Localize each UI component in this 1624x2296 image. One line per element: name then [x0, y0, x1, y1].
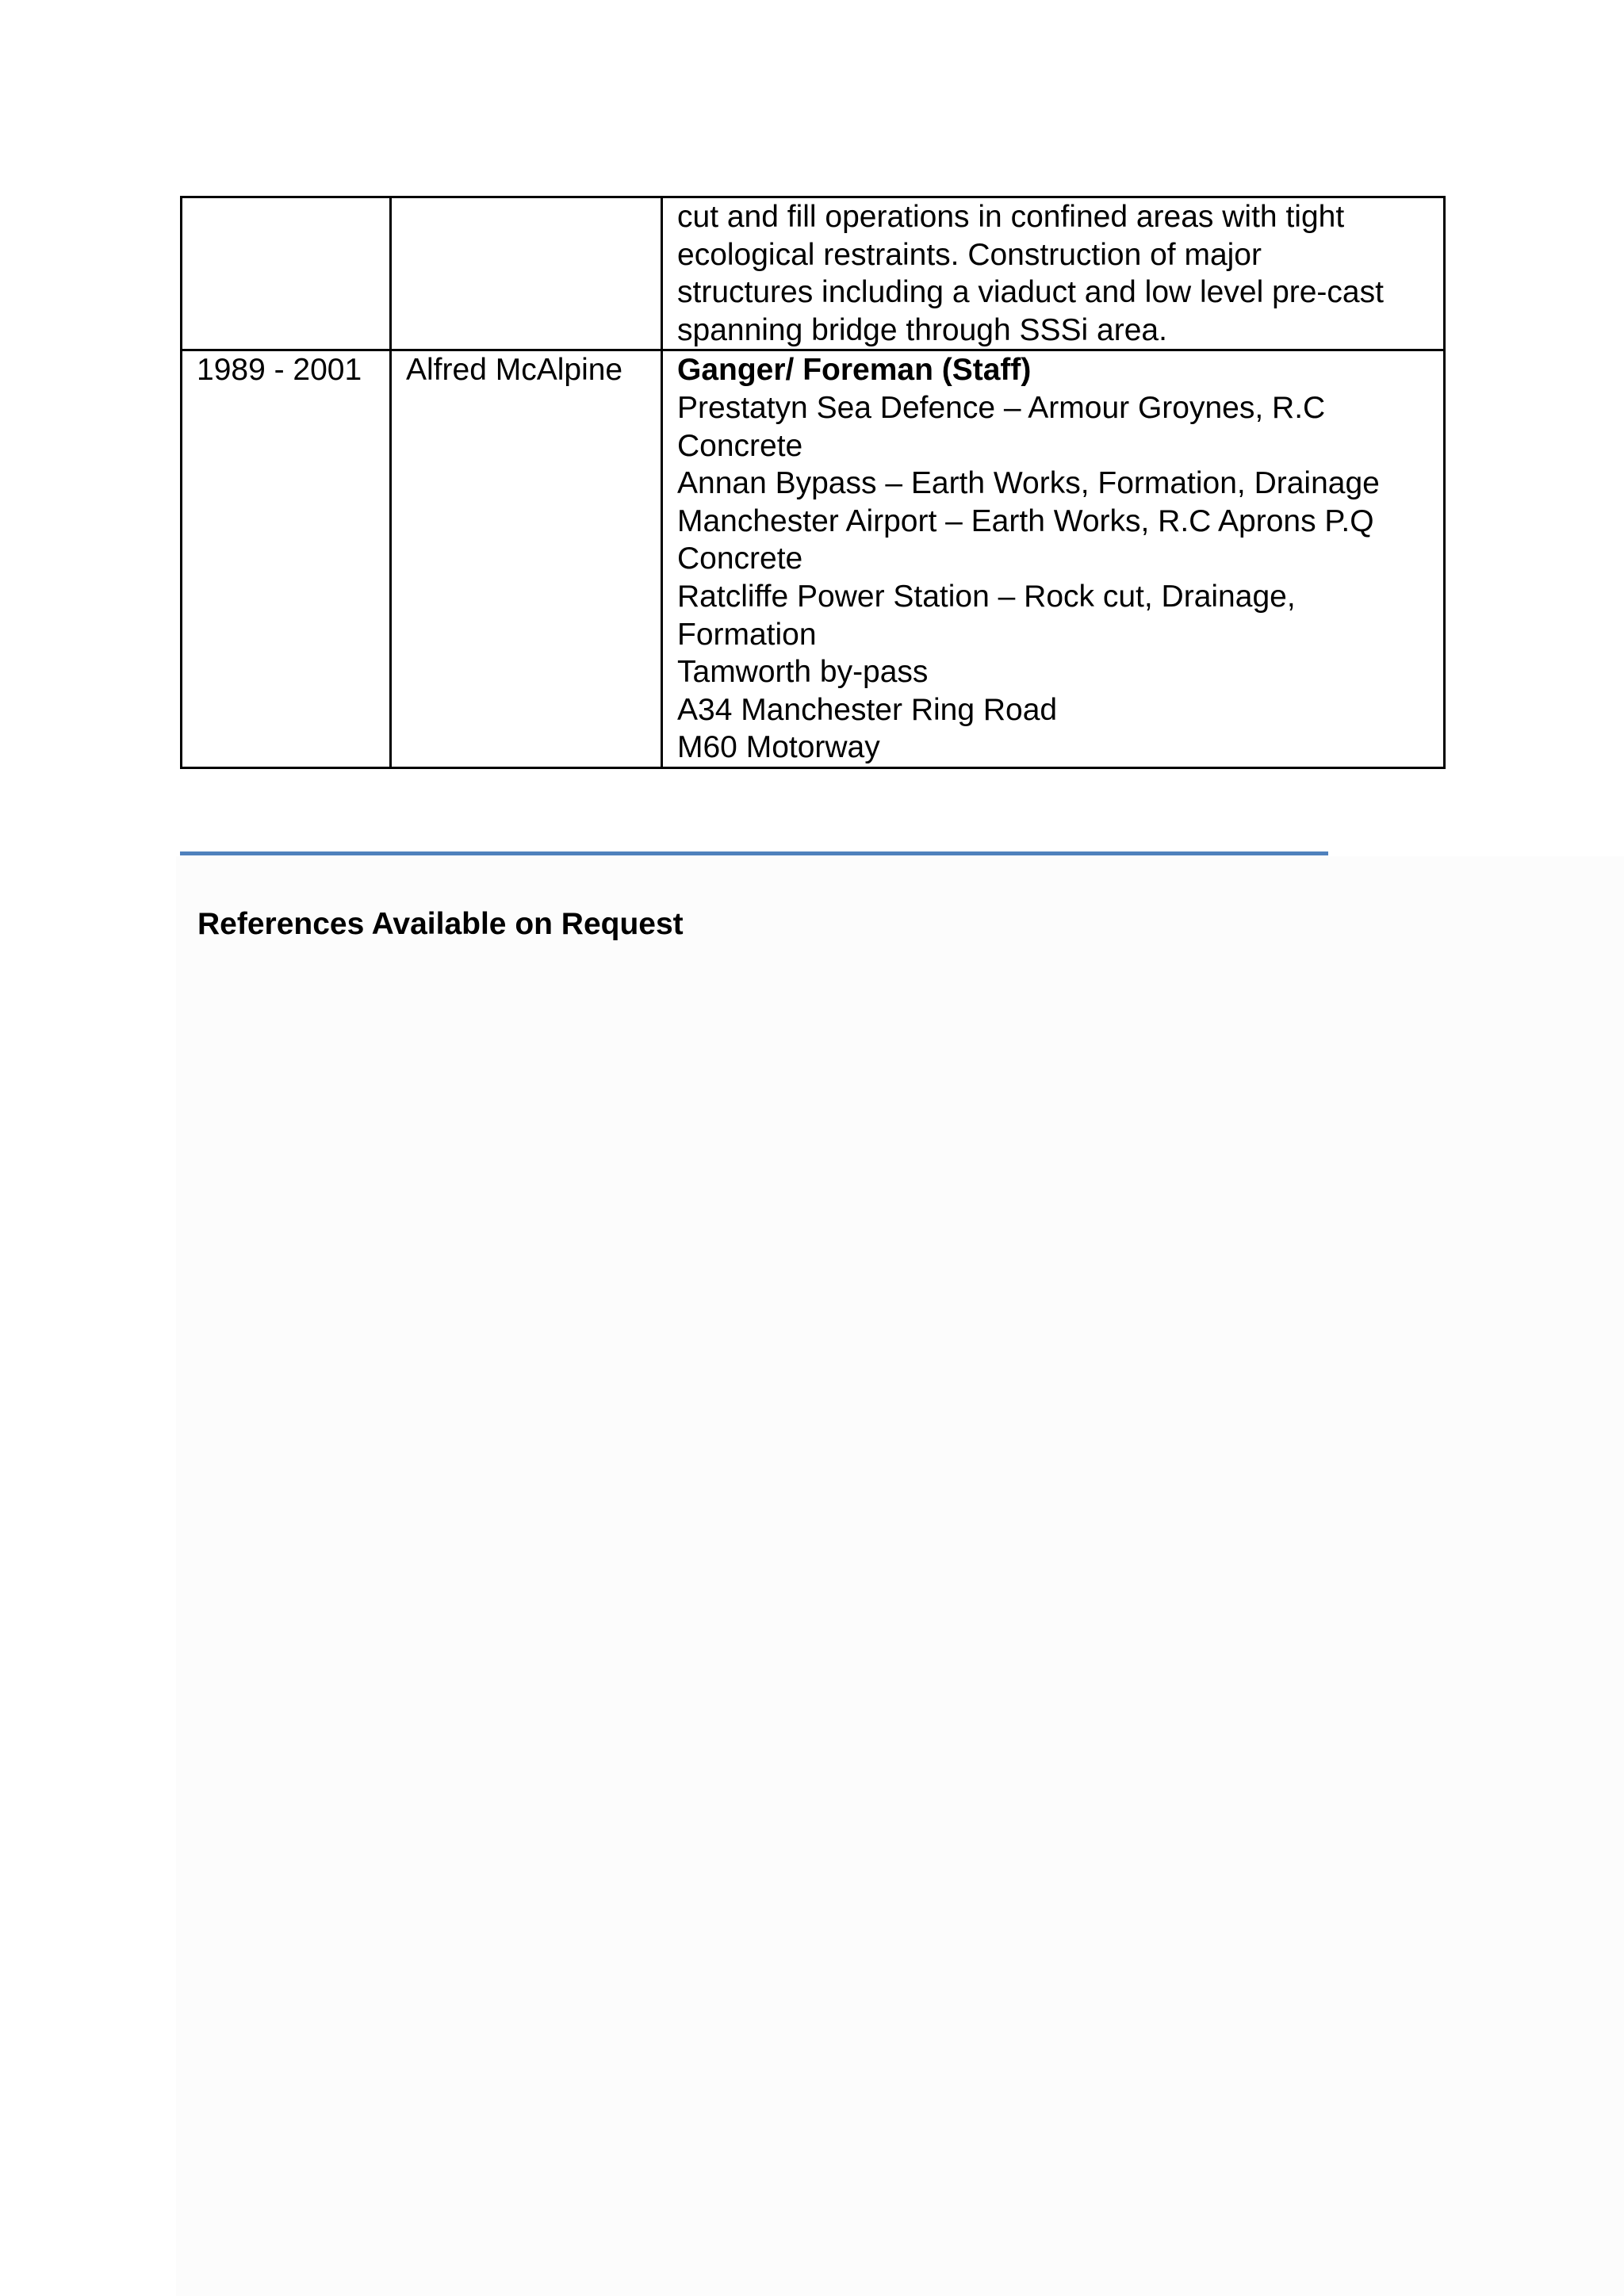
details-line: structures including a viaduct and low level pre-cast	[677, 275, 1384, 310]
page-background-shade	[176, 856, 1624, 2296]
project-line: Concrete	[677, 428, 803, 463]
project-line: Formation	[677, 617, 817, 652]
references-note: References Available on Request	[197, 907, 684, 941]
project-line: Concrete	[677, 541, 803, 576]
details-cell	[662, 350, 1445, 768]
project-line: Annan Bypass – Earth Works, Formation, Drainage	[677, 466, 1380, 501]
details-line: ecological restraints. Construction of major	[677, 237, 1262, 272]
experience-table	[180, 196, 1446, 769]
project-line: M60 Motorway	[677, 730, 880, 765]
period-cell: 1989 - 2001	[182, 350, 391, 768]
role-title: Ganger/ Foreman (Staff)	[677, 353, 1032, 388]
employer-cell	[391, 197, 662, 350]
details-cell	[662, 197, 1445, 350]
details-line: spanning bridge through SSSi area.	[677, 312, 1167, 347]
period-cell	[182, 197, 391, 350]
project-line: Prestatyn Sea Defence – Armour Groynes, R.C	[677, 390, 1326, 425]
table-row	[182, 350, 1445, 768]
project-line: Ratcliffe Power Station – Rock cut, Drainage,	[677, 579, 1296, 614]
project-line: A34 Manchester Ring Road	[677, 692, 1058, 727]
table-row	[182, 197, 1445, 350]
details-line: cut and fill operations in confined areas with tight	[677, 200, 1345, 234]
project-line: Tamworth by-pass	[677, 655, 929, 690]
section-divider	[180, 851, 1328, 855]
employer-cell: Alfred McAlpine	[391, 350, 662, 768]
project-line: Manchester Airport – Earth Works, R.C Aprons P.Q	[677, 503, 1374, 538]
